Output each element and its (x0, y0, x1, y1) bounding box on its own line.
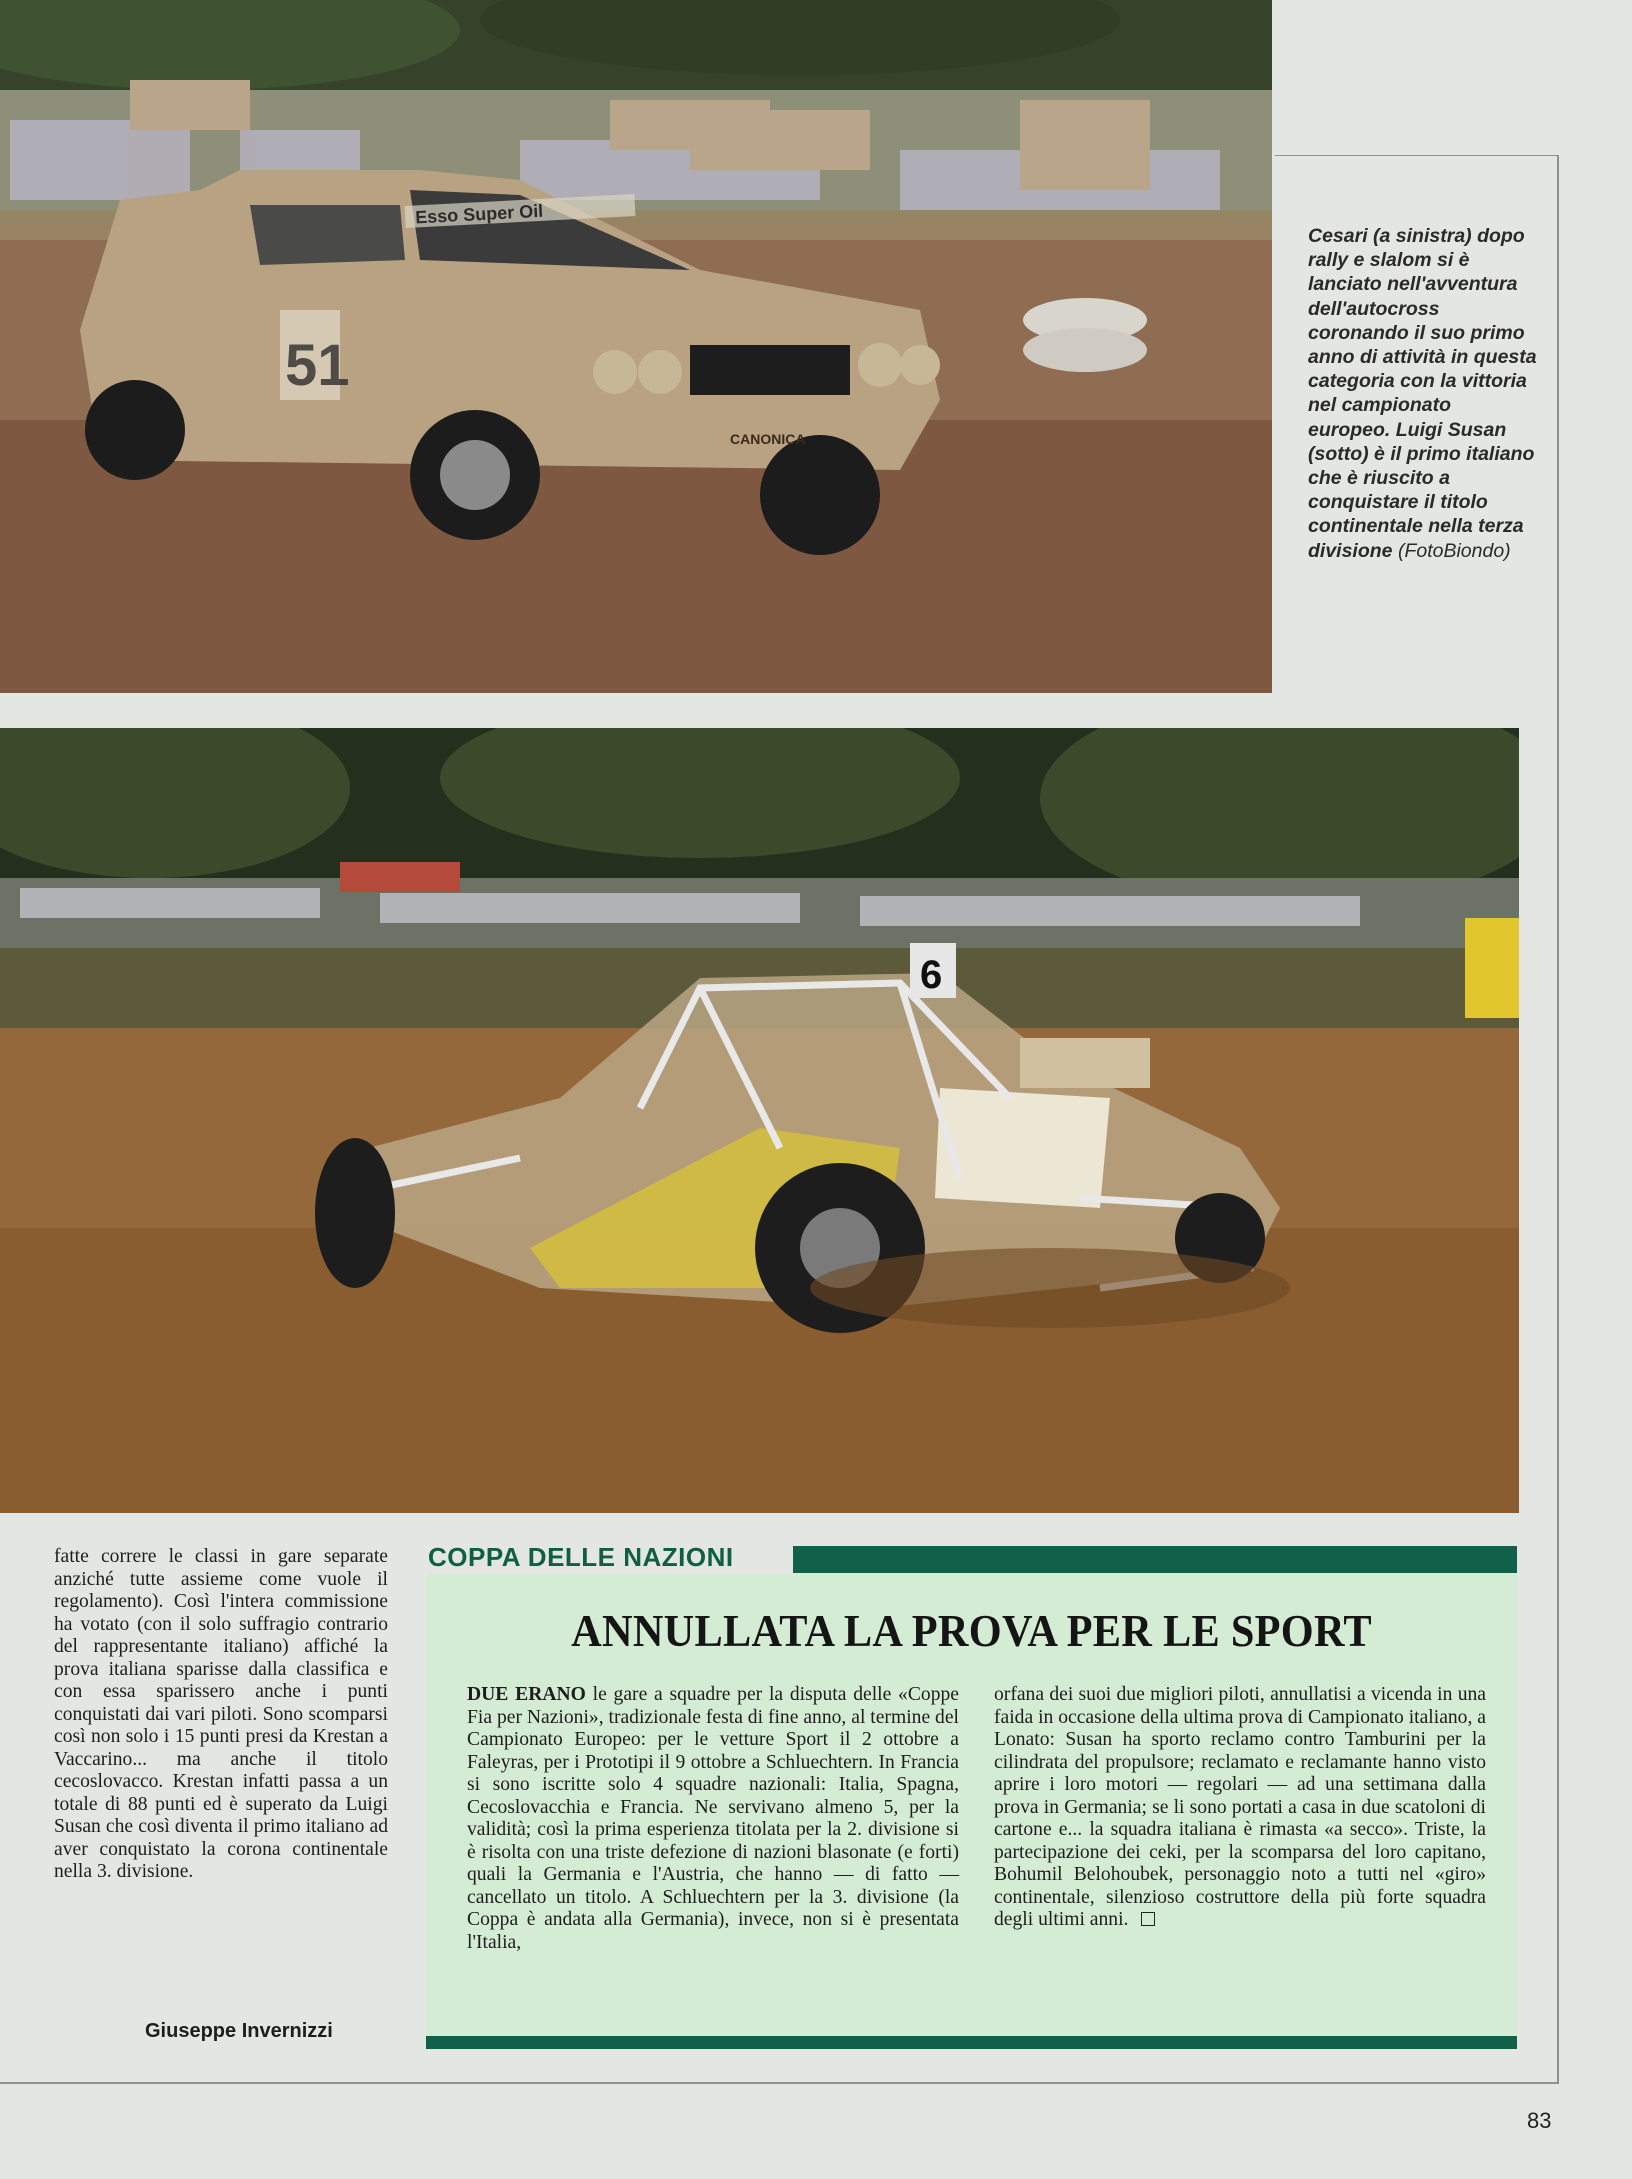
article-lead-in: DUE ERANO (467, 1684, 586, 1705)
article-headline: ANNULLATA LA PROVA PER LE SPORT (571, 1605, 1372, 1656)
kicker-bar (793, 1546, 1517, 1573)
photo-credit: (FotoBiondo) (1397, 539, 1511, 562)
article-bottom-bar (426, 2036, 1517, 2049)
caption-top-rule (1275, 155, 1559, 156)
section-kicker: COPPA DELLE NAZIONI (428, 1542, 734, 1572)
front-sponsor: CANONICA (730, 431, 806, 447)
page-number: 83 (1527, 2108, 1552, 2133)
article-column-2-text: orfana dei suoi due migliori piloti, annullatisi a vicenda in una faida in occasione della ultima prova di Campionato italiano, a Lonato: Susan ha sporto reclamo contro Tamburini per la cilindrata del propulsore; reclamato e reclamante hanno visto aprire i loro motori — regolari — ad una settimana dalla prova in Germania; se li sono portati a casa in due scatoloni di cartone e... la squadra italiana è rimasta «a secco». Triste, la partecipazione dei ceki, per la scomparsa del loro capitano, Bohumil Belohoubek, personaggio noto a tutti nel «giro» continentale, silenzioso costruttore della più forte squadra degli ultimi anni. (994, 1684, 1486, 1930)
article-column-1 (467, 1684, 959, 1954)
car-number-6: 6 (920, 953, 943, 997)
photo-caption (1308, 224, 1538, 563)
article-column-2 (994, 1684, 1486, 1932)
vertical-page-rule (1557, 155, 1559, 2082)
left-column-text: fatte correre le classi in gare separate anziché tutte assieme come vuole il regolamento). Così l'intera commissione ha votato (con il solo suffragio contrario del rappresentante italiano) affiché la prova italiana sparisse dalla classifica e con essa sparissero anche i punti conquistati dai vari piloti. Sono scomparsi così non solo i 15 punti presi da Krestan a Vaccarino... ma anche il titolo cecoslovacco. Krestan infatti passa a un totale di 88 punti ed è superato da Luigi Susan che così diventa il primo italiano ad aver conquistato la corona continentale nella 3. divisione. (54, 1546, 388, 1882)
end-of-article-mark (1141, 1912, 1155, 1926)
photo-rally-car (0, 0, 1272, 693)
sponsor-banner: Esso Super Oil (414, 200, 544, 228)
buggy-illustration (0, 728, 1519, 1513)
caption-text: Cesari (a sinistra) dopo rally e slalom si è lanciato nell'avventura dell'autocross coronando il suo primo anno di attività in questa categoria con la vittoria nel campionato europeo. Luigi Susan (sotto) è il primo italiano che è riuscito a conquistare il titolo continentale nella terza divisione (1308, 225, 1537, 562)
photo-buggy (0, 728, 1519, 1513)
author-byline: Giuseppe Invernizzi (145, 2020, 333, 2042)
car-number-51: 51 (285, 333, 350, 398)
rally-car-illustration (0, 0, 1272, 693)
article-column-1-text: le gare a squadre per la disputa delle «Coppe Fia per Nazioni», tradizionale festa di fine anno, al termine del Campionato Europeo: per le vetture Sport il 2 ottobre a Faleyras, per i Prototipi il 9 ottobre a Schluechtern. In Francia si sono iscritte solo 4 squadre nazionali: Italia, Spagna, Cecoslovacchia e Francia. Ne servivano almeno 5, per la validità; così la prima esperienza titolata per la 2. divisione si è risolta con una triste defezione di nazioni blasonate (e forti) quali la Germania e l'Austria, che hanno — di fatto — cancellato un titolo. A Schluechtern per la 3. divisione (la Coppa è andata alla Germania), invece, non si è presentata l'Italia, (467, 1684, 959, 1953)
horizontal-page-rule (0, 2082, 1559, 2084)
